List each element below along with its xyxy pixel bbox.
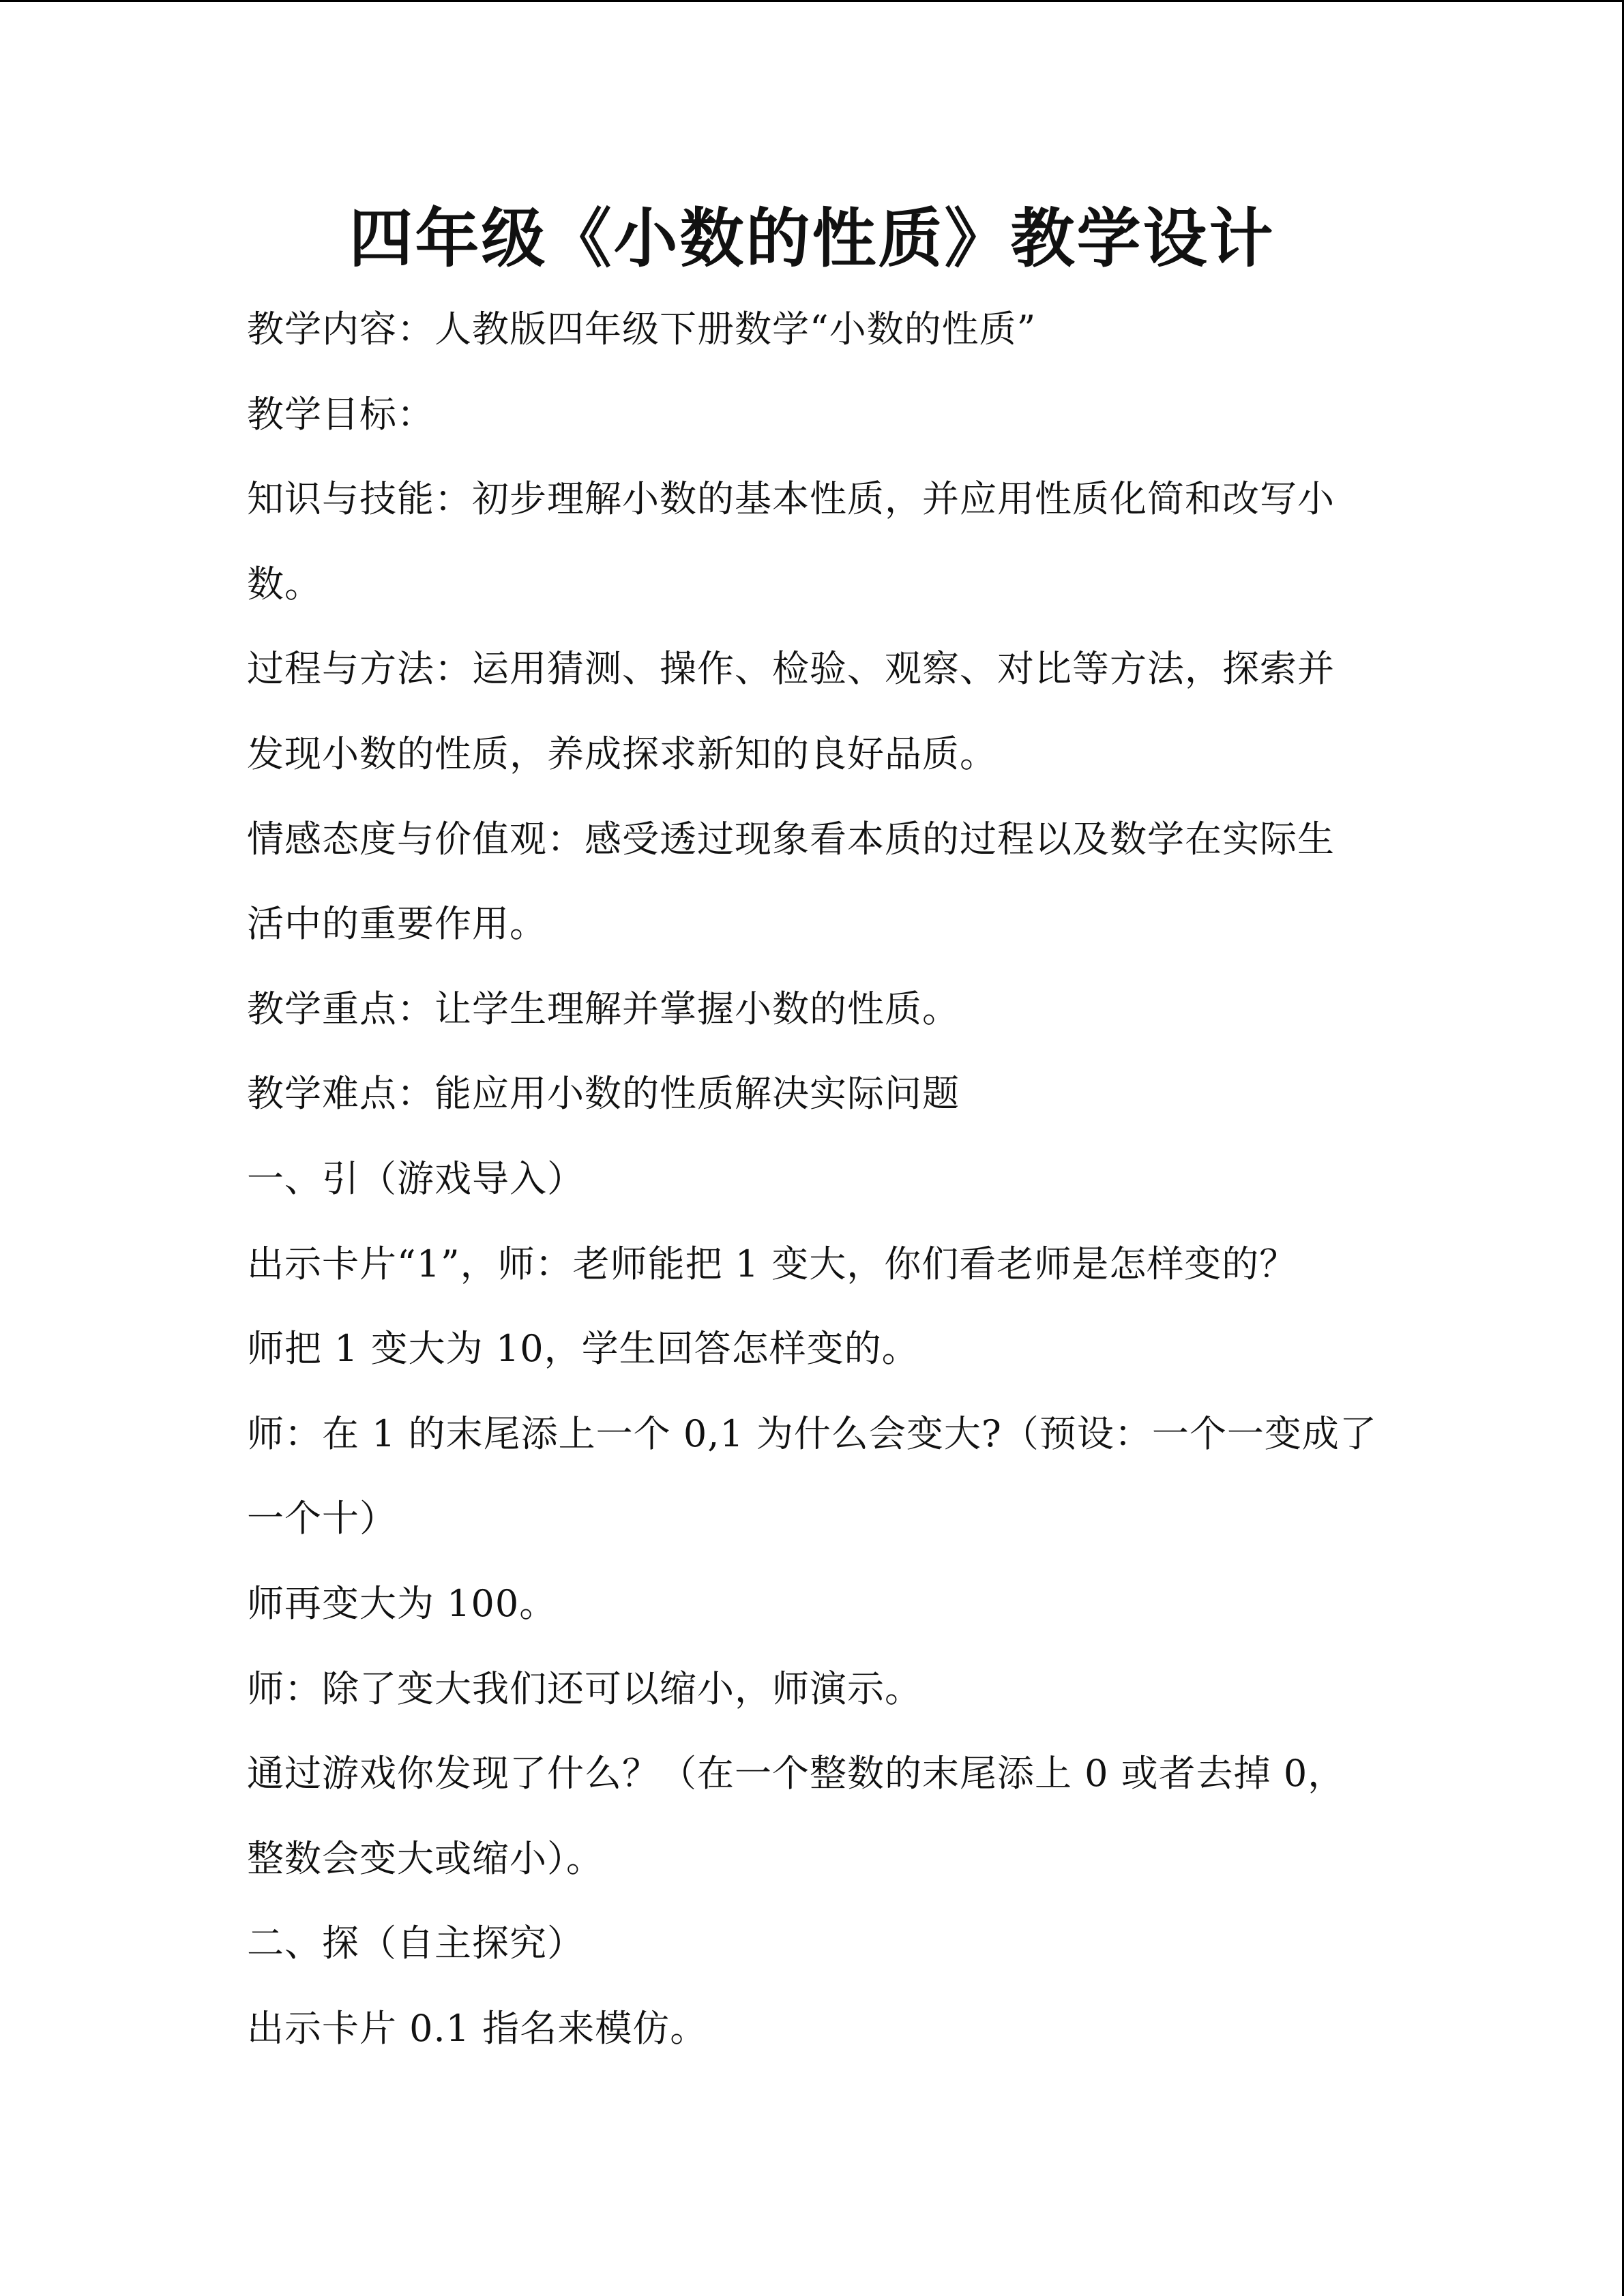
body-line: 出示卡片 0.1 指名来模仿。	[247, 2006, 708, 2050]
document-body	[247, 287, 1379, 2071]
body-line: 知识与技能：初步理解小数的基本性质，并应用性质化简和改写小	[247, 477, 1335, 521]
body-line: 教学目标：	[247, 392, 434, 436]
document-title: 四年级《小数的性质》教学设计	[349, 202, 1275, 276]
body-line: 教学难点：能应用小数的性质解决实际问题	[247, 1072, 960, 1116]
body-line: 师再变大为 100。	[247, 1581, 557, 1625]
section-heading: 一、引（游戏导入）	[247, 1157, 585, 1200]
body-line: 整数会变大或缩小）。	[247, 1836, 604, 1880]
body-line: 过程与方法：运用猜测、操作、检验、观察、对比等方法，探索并	[247, 647, 1335, 691]
body-line: 教学内容：人教版四年级下册数学“小数的性质”	[247, 308, 1037, 351]
body-line: 活中的重要作用。	[247, 902, 547, 946]
body-line: 数。	[247, 562, 322, 606]
section-heading: 二、探（自主探究）	[247, 1922, 585, 1965]
body-line: 师把 1 变大为 10，学生回答怎样变的。	[247, 1327, 919, 1371]
body-line: 发现小数的性质，养成探求新知的良好品质。	[247, 732, 997, 775]
body-line: 出示卡片“1”，师：老师能把 1 变大，你们看老师是怎样变的？	[247, 1242, 1297, 1285]
body-line: 教学重点：让学生理解并掌握小数的性质。	[247, 987, 960, 1030]
body-line: 一个十）	[247, 1497, 397, 1540]
body-line: 师：除了变大我们还可以缩小，师演示。	[247, 1667, 922, 1710]
body-line: 情感态度与价值观：感受透过现象看本质的过程以及数学在实际生	[247, 817, 1335, 861]
body-line: 师：在 1 的末尾添上一个 0,1 为什么会变大?（预设：一个一变成了	[247, 1412, 1377, 1455]
body-line: 通过游戏你发现了什么？（在一个整数的末尾添上 0 或者去掉 0，	[247, 1752, 1346, 1795]
